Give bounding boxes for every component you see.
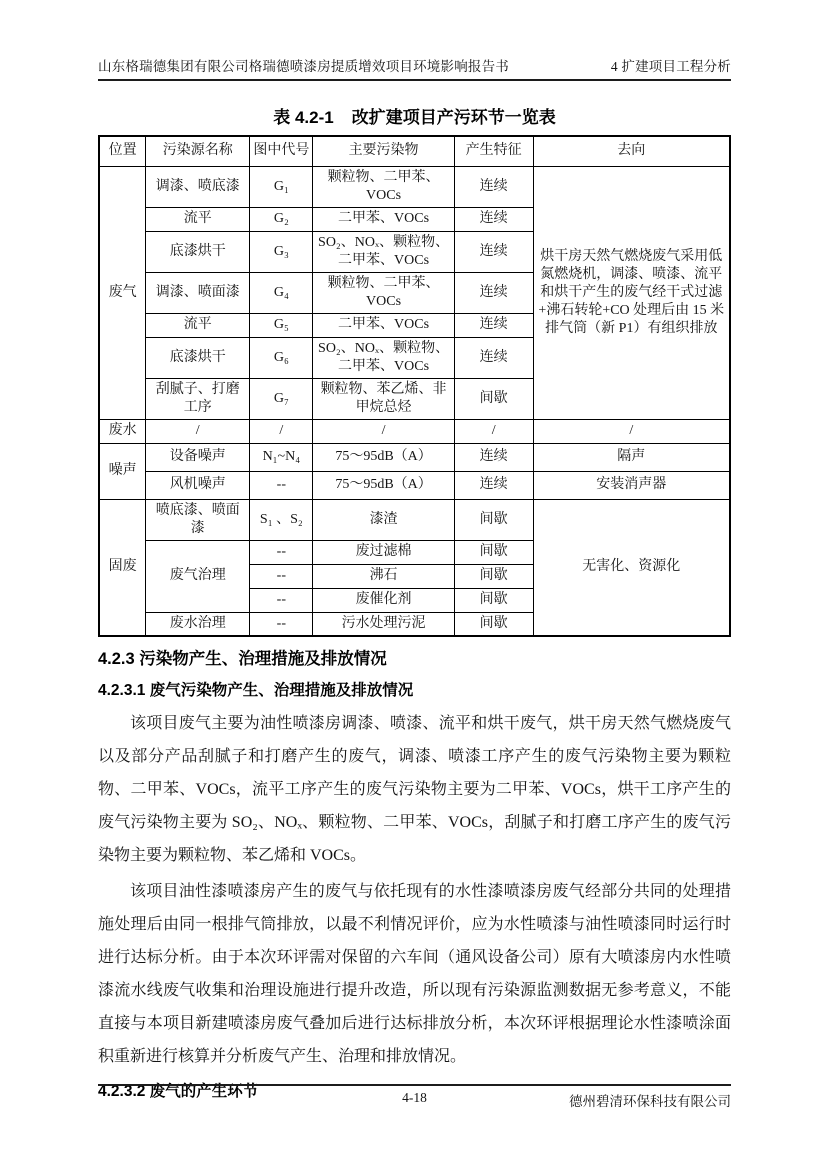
- cell-destination-waste-gas: 烘干房天然气燃烧废气采用低氮燃烧机，调漆、喷漆、流平和烘干产生的废气经干式过滤+沸石转轮+CO 处理后由 15 米排气筒（新 P1）有组织排放: [533, 166, 730, 419]
- cell-character: 连续: [454, 471, 533, 499]
- cell-code: G₂: [250, 207, 313, 231]
- running-header: [98, 0, 731, 81]
- footer-company: 德州碧清环保科技有限公司: [569, 1094, 731, 1109]
- cell-character: 间歇: [454, 564, 533, 588]
- cell-character: 连续: [454, 337, 533, 378]
- cell-pollutants: 沸石: [313, 564, 454, 588]
- table-name: 改扩建项目产污环节一览表: [351, 108, 556, 127]
- cell-source: 底漆烘干: [146, 337, 250, 378]
- cell-location-waste-water: 废水: [99, 419, 146, 443]
- col-header-code: 图中代号: [250, 136, 313, 166]
- cell-source: 底漆烘干: [146, 231, 250, 272]
- cell-pollutants: 漆渣: [313, 499, 454, 540]
- cell-code: --: [250, 540, 313, 564]
- cell-code: --: [250, 471, 313, 499]
- cell-source: 刮腻子、打磨工序: [146, 378, 250, 419]
- paragraph-waste-gas-overview: 该项目废气主要为油性喷漆房调漆、喷漆、流平和烘干废气，烘干房天然气燃烧废气以及部分产品刮腻子和打磨产生的废气，调漆、喷漆工序产生的废气污染物主要为颗粒物、二甲苯、VOCs，流平工序产生的废气污染物主要为二甲苯、VOCs，烘干工序产生的废气污染物主要为 SO₂、NOₓ、颗粒物、二甲苯、VOCs，刮腻子和打磨工序产生的废气污染物主要为颗粒物、苯乙烯和 VOCs。: [98, 715, 731, 864]
- cell-pollutants: 二甲苯、VOCs: [313, 313, 454, 337]
- cell-destination-solid-waste: 无害化、资源化: [533, 499, 730, 636]
- cell-pollutants: 颗粒物、二甲苯、VOCs: [313, 166, 454, 207]
- cell-code: S₁ 、S₂: [250, 499, 313, 540]
- cell-code: G₄: [250, 272, 313, 313]
- table-row: [99, 499, 730, 540]
- cell-source: /: [146, 419, 250, 443]
- page-number: 4-18: [402, 1090, 427, 1105]
- cell-character: /: [454, 419, 533, 443]
- cell-pollutants: 废过滤棉: [313, 540, 454, 564]
- cell-code: G₆: [250, 337, 313, 378]
- table-row: [99, 443, 730, 471]
- cell-code: G₅: [250, 313, 313, 337]
- cell-pollutants: SO₂、NOₓ、颗粒物、二甲苯、VOCs: [313, 337, 454, 378]
- col-header-location: 位置: [99, 136, 146, 166]
- cell-pollutants: 污水处理污泥: [313, 612, 454, 636]
- table-header-row: [99, 136, 730, 166]
- cell-destination: 隔声: [533, 443, 730, 471]
- cell-character: 连续: [454, 166, 533, 207]
- cell-character: 连续: [454, 443, 533, 471]
- cell-character: 间歇: [454, 588, 533, 612]
- cell-source-gas-treatment: 废气治理: [146, 540, 250, 612]
- cell-code: G₃: [250, 231, 313, 272]
- running-footer: [98, 1084, 731, 1110]
- cell-source: 调漆、喷面漆: [146, 272, 250, 313]
- table-caption: [98, 103, 731, 128]
- cell-destination: 安装消声器: [533, 471, 730, 499]
- col-header-character: 产生特征: [454, 136, 533, 166]
- cell-pollutants: 75～95dB（A）: [313, 443, 454, 471]
- content-area: [98, 0, 731, 1105]
- cell-character: 连续: [454, 272, 533, 313]
- cell-pollutants: SO₂、NOₓ、颗粒物、二甲苯、VOCs: [313, 231, 454, 272]
- col-header-source: 污染源名称: [146, 136, 250, 166]
- table-row: [99, 471, 730, 499]
- cell-source: 喷底漆、喷面漆: [146, 499, 250, 540]
- cell-pollutants: /: [313, 419, 454, 443]
- table-row-waste-water: [99, 419, 730, 443]
- cell-pollutants: 废催化剂: [313, 588, 454, 612]
- cell-character: 间歇: [454, 499, 533, 540]
- section-heading-4-2-3-1: 4.2.3.1 废气污染物产生、治理措施及排放情况: [98, 682, 414, 699]
- col-header-destination: 去向: [533, 136, 730, 166]
- cell-code: G₇: [250, 378, 313, 419]
- cell-source: 风机噪声: [146, 471, 250, 499]
- table-row: [99, 166, 730, 207]
- paragraph-analysis-basis: 该项目油性漆喷漆房产生的废气与依托现有的水性漆喷漆房废气经部分共同的处理措施处理后由同一根排气筒排放，以最不利情况评价，应为水性喷漆与油性喷漆同时运行时进行达标分析。由于本次环评需对保留的六车间（通风设备公司）原有大喷漆房内水性喷漆流水线废气收集和治理设施进行提升改造，所以现有污染源监测数据无参考意义，不能直接与本项目新建喷漆房废气叠加后进行达标排放分析，本次环评根据理论水性漆喷涂面积重新进行核算并分析废气产生、治理和排放情况。: [98, 883, 731, 1065]
- cell-character: 间歇: [454, 540, 533, 564]
- col-header-pollutants: 主要污染物: [313, 136, 454, 166]
- cell-source: 流平: [146, 313, 250, 337]
- cell-code: /: [250, 419, 313, 443]
- cell-code: G₁: [250, 166, 313, 207]
- cell-code: --: [250, 564, 313, 588]
- header-chapter-title: 4 扩建项目工程分析: [610, 59, 731, 74]
- cell-code: N₁~N₄: [250, 443, 313, 471]
- table-number: 表 4.2-1: [273, 108, 334, 127]
- cell-pollutants: 二甲苯、VOCs: [313, 207, 454, 231]
- cell-source: 流平: [146, 207, 250, 231]
- cell-source: 设备噪声: [146, 443, 250, 471]
- cell-location-waste-gas: 废气: [99, 166, 146, 419]
- cell-character: 连续: [454, 207, 533, 231]
- header-report-title: 山东格瑞德集团有限公司格瑞德喷漆房提质增效项目环境影响报告书: [98, 59, 509, 74]
- cell-destination: /: [533, 419, 730, 443]
- cell-source: 调漆、喷底漆: [146, 166, 250, 207]
- cell-pollutants: 颗粒物、苯乙烯、非甲烷总烃: [313, 378, 454, 419]
- section-heading-4-2-3: 4.2.3 污染物产生、治理措施及排放情况: [98, 650, 387, 668]
- pollution-source-table: [98, 135, 731, 637]
- cell-code: --: [250, 612, 313, 636]
- cell-pollutants: 颗粒物、二甲苯、VOCs: [313, 272, 454, 313]
- cell-character: 连续: [454, 231, 533, 272]
- cell-character: 连续: [454, 313, 533, 337]
- cell-character: 间歇: [454, 612, 533, 636]
- cell-source: 废水治理: [146, 612, 250, 636]
- cell-location-solid-waste: 固废: [99, 499, 146, 636]
- cell-character: 间歇: [454, 378, 533, 419]
- section-heading-4-2-3-2: 4.2.3.2 废气的产生环节: [98, 1083, 259, 1100]
- cell-location-noise: 噪声: [99, 443, 146, 499]
- cell-code: --: [250, 588, 313, 612]
- cell-pollutants: 75～95dB（A）: [313, 471, 454, 499]
